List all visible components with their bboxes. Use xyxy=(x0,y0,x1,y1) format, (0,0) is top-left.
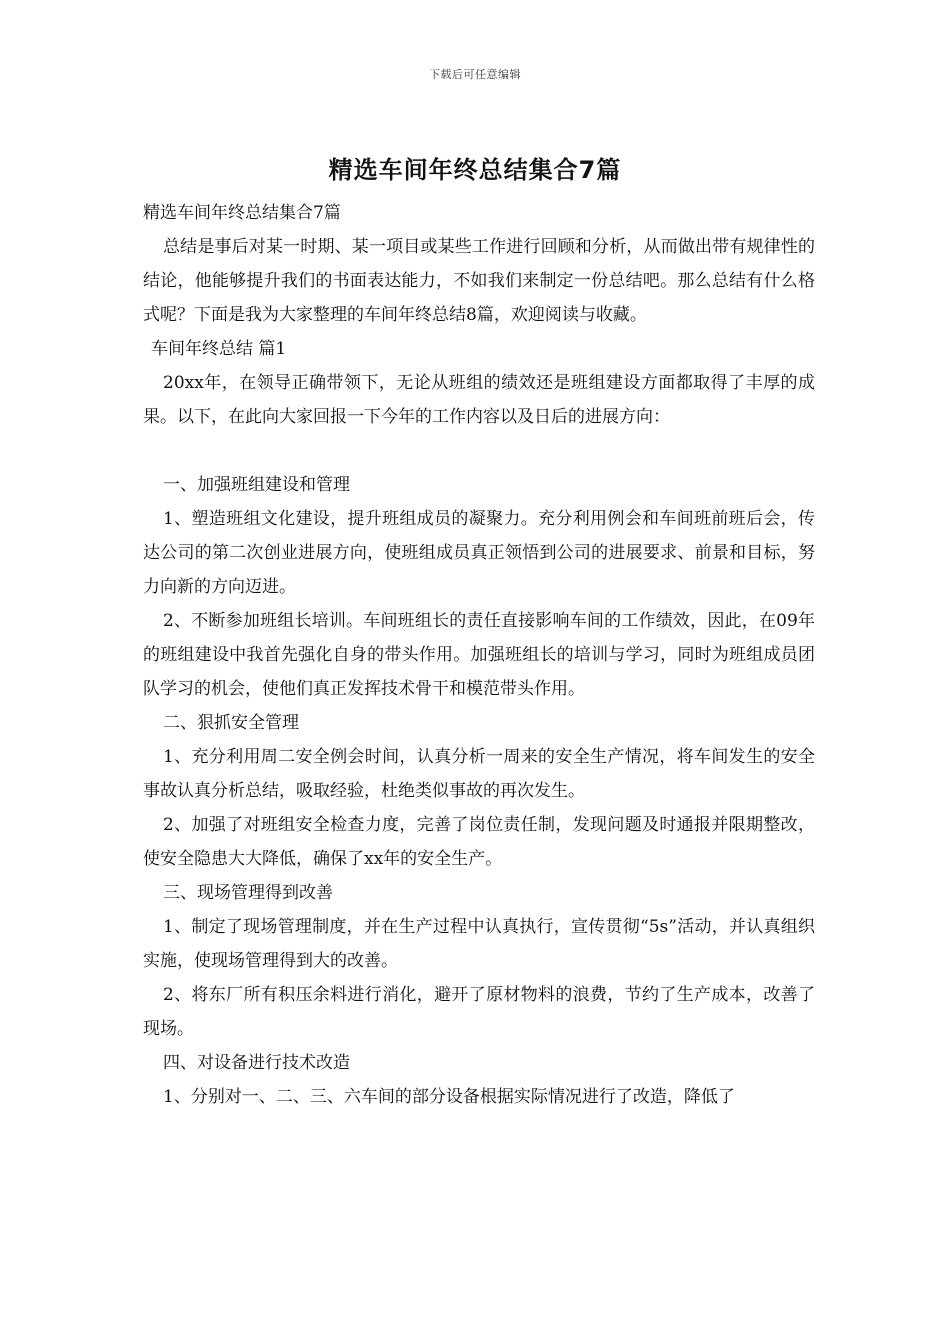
paragraph: 1、塑造班组文化建设，提升班组成员的凝聚力。充分利用例会和车间班前班后会，传达公司的第二次创业进展方向，使班组成员真正领悟到公司的进展要求、前景和目标，努力向新的方向迈进。 xyxy=(143,509,815,597)
section-heading: 车间年终总结 篇1 xyxy=(151,339,287,359)
paragraph: 1、分别对一、二、三、六车间的部分设备根据实际情况进行了改造，降低了 xyxy=(163,1087,735,1107)
item-heading: 二、狠抓安全管理 xyxy=(163,713,299,733)
blank-line xyxy=(143,434,815,468)
header-note: 下载后可任意编辑 xyxy=(429,68,521,81)
document-title: 精选车间年终总结集合7篇 xyxy=(328,156,622,184)
paragraph: 2、将东厂所有积压余料进行消化，避开了原材物料的浪费，节约了生产成本，改善了现场。 xyxy=(143,985,815,1039)
document-body xyxy=(143,196,815,1114)
paragraph: 20xx年，在领导正确带领下，无论从班组的绩效还是班组建设方面都取得了丰厚的成果。以下，在此向大家回报一下今年的工作内容以及日后的进展方向： xyxy=(143,373,815,427)
item-heading: 一、加强班组建设和管理 xyxy=(163,475,350,495)
paragraph: 1、充分利用周二安全例会时间，认真分析一周来的安全生产情况，将车间发生的安全事故认真分析总结，吸取经验，杜绝类似事故的再次发生。 xyxy=(143,747,815,801)
paragraph: 2、加强了对班组安全检查力度，完善了岗位责任制，发现问题及时通报并限期整改，使安全隐患大大降低，确保了xx年的安全生产。 xyxy=(143,815,815,869)
item-heading: 三、现场管理得到改善 xyxy=(163,883,333,903)
paragraph: 1、制定了现场管理制度，并在生产过程中认真执行，宣传贯彻“5s”活动，并认真组织实施，使现场管理得到大的改善。 xyxy=(143,917,815,971)
intro-paragraph: 总结是事后对某一时期、某一项目或某些工作进行回顾和分析，从而做出带有规律性的结论，他能够提升我们的书面表达能力，不如我们来制定一份总结吧。那么总结有什么格式呢？下面是我为大家整理的车间年终总结8篇，欢迎阅读与收藏。 xyxy=(143,237,815,325)
paragraph: 2、不断参加班组长培训。车间班组长的责任直接影响车间的工作绩效，因此，在09年的班组建设中我首先强化自身的带头作用。加强班组长的培训与学习，同时为班组成员团队学习的机会，使他们真正发挥技术骨干和模范带头作用。 xyxy=(143,611,815,699)
subtitle-line: 精选车间年终总结集合7篇 xyxy=(143,203,341,223)
item-heading: 四、对设备进行技术改造 xyxy=(163,1053,350,1073)
